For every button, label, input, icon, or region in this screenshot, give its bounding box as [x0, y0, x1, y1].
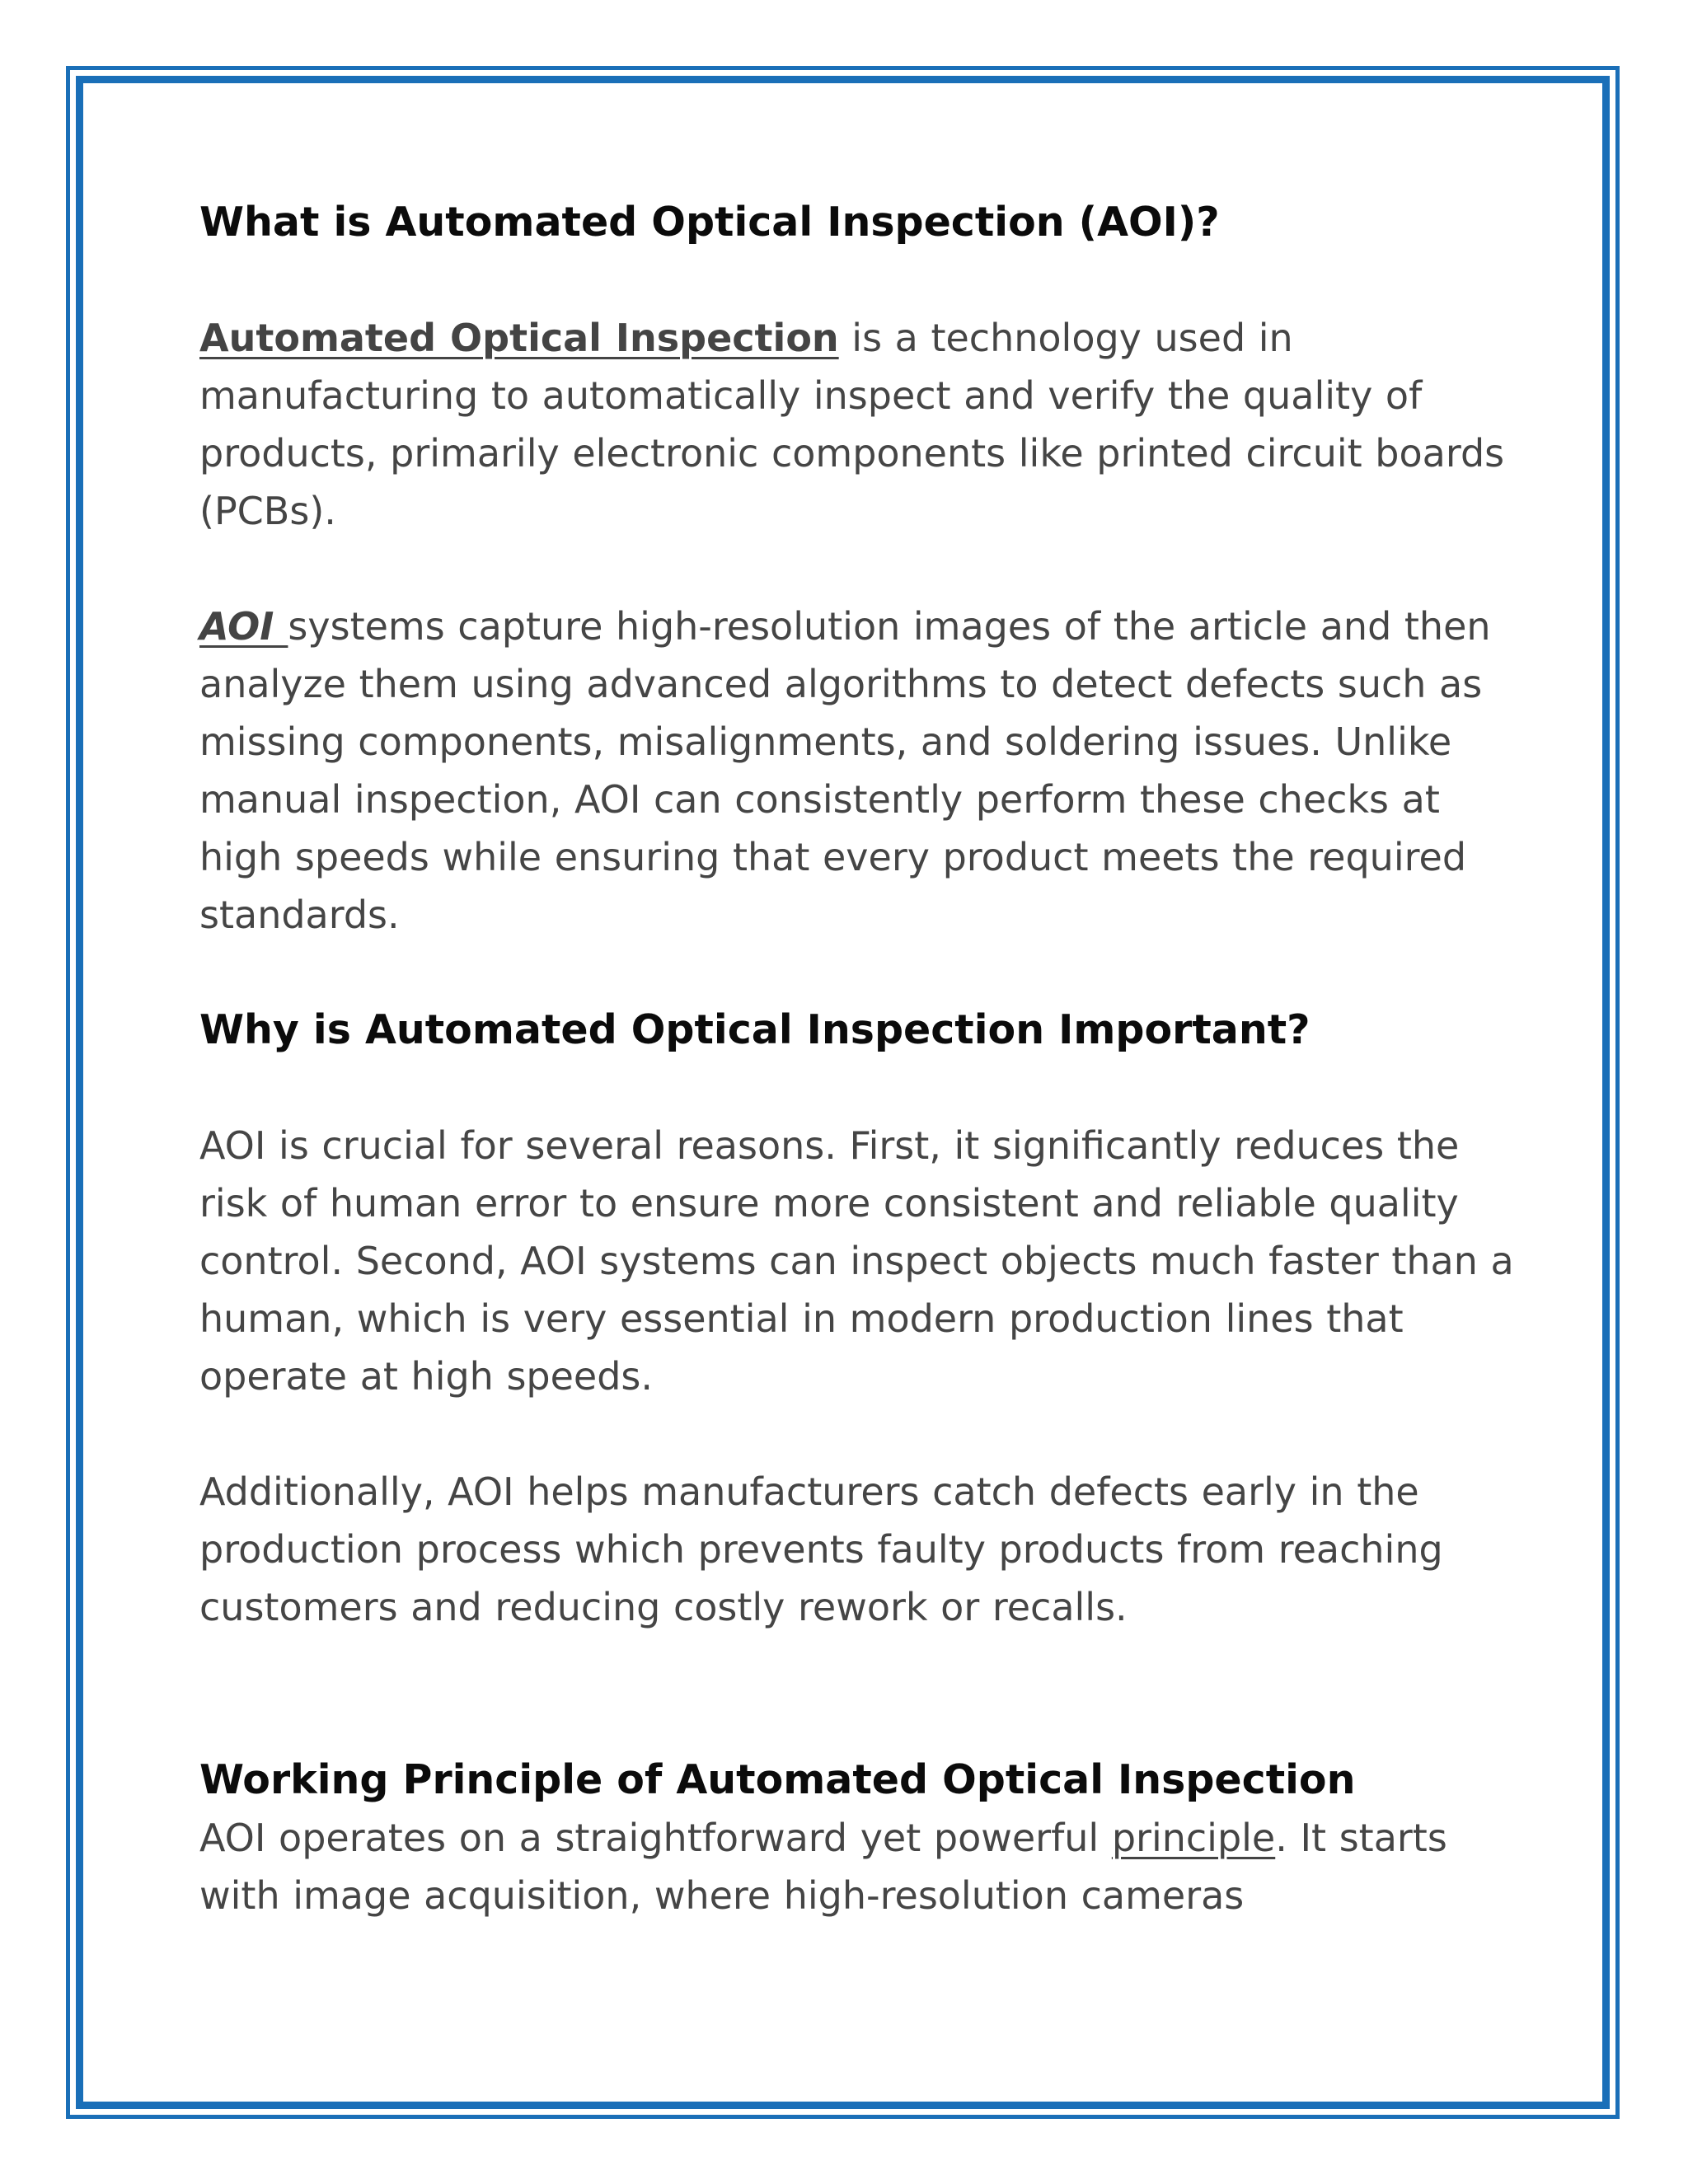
link-automated-optical-inspection[interactable]: Automated Optical Inspection	[199, 316, 839, 360]
document-content	[199, 194, 1518, 1924]
paragraph-additionally: Additionally, AOI helps manufacturers catch defects early in the production process which prevents faulty products from reaching customers and reducing costly rework or recalls.	[199, 1469, 1443, 1629]
heading-why-important: Why is Automated Optical Inspection Important?	[199, 1006, 1311, 1053]
paragraph-working-principle-end: . It starts with image acquisition, where high-resolution cameras	[199, 1816, 1447, 1918]
paragraph-aoi-definition	[199, 309, 1518, 540]
paragraph-aoi-systems	[199, 598, 1518, 944]
link-principle[interactable]: principle	[1111, 1816, 1276, 1860]
paragraph-reasons: AOI is crucial for several reasons. First, it significantly reduces the risk of human error to ensure more consistent and reliable quality control. Second, AOI systems can inspect objects much faster than a human, which is very essential in modern production lines that operate at high speeds.	[199, 1123, 1514, 1399]
heading-what-is-aoi: What is Automated Optical Inspection (AOI)?	[199, 199, 1220, 246]
link-aoi[interactable]: AOI	[199, 604, 288, 649]
paragraph-working-principle-start: AOI operates on a straightforward yet powerful	[199, 1816, 1112, 1860]
paragraph-aoi-systems-text: systems capture high-resolution images of the article and then analyze them using advanced algorithms to detect defects such as missing components, misalignments, and soldering issues. Unlike manual inspection, AOI can consistently perform these checks at high speeds while ensuring that every product meets the required standards.	[199, 604, 1491, 937]
paragraph-aoi-definition-text: is a technology used in manufacturing to automatically inspect and verify the quality of products, primarily electronic components like printed circuit boards (PCBs).	[199, 316, 1505, 533]
paragraph-working-principle	[199, 1809, 1518, 1924]
heading-working-principle: Working Principle of Automated Optical Inspection	[199, 1756, 1356, 1803]
